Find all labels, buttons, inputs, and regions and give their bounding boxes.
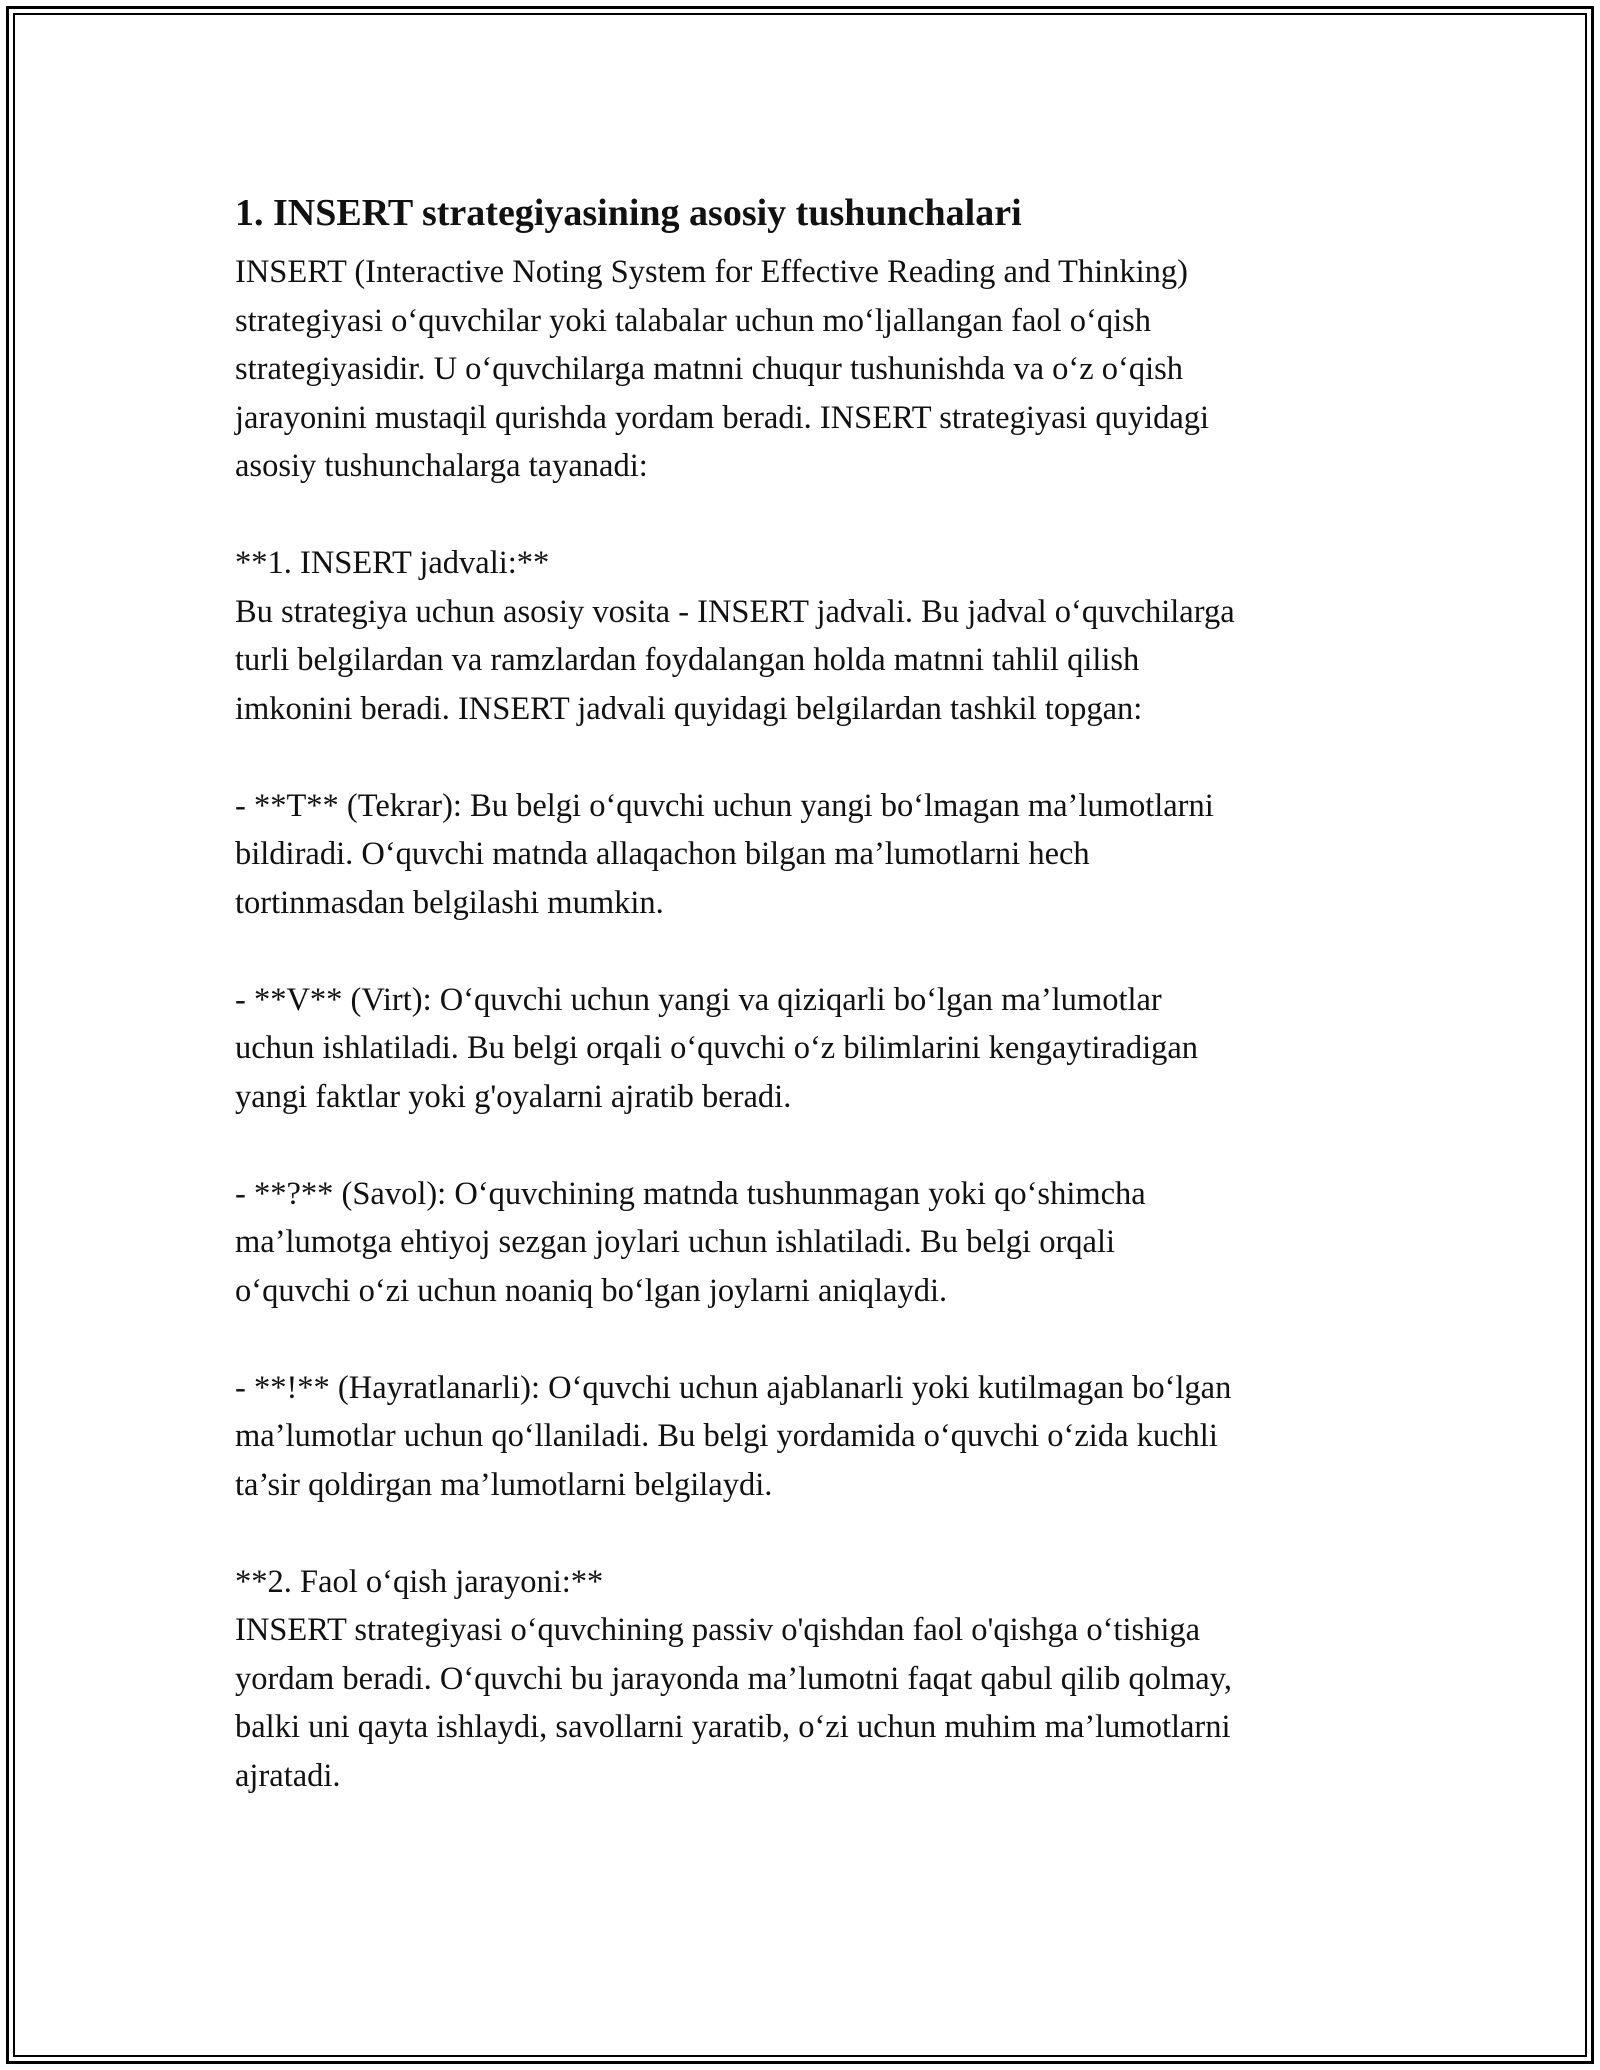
document-body	[235, 186, 1375, 1800]
paragraph-insert-table: **1. INSERT jadvali:** Bu strategiya uchun asosiy vosita - INSERT jadvali. Bu jadval o‘quvchilarga turli belgilardan va ramzlardan foydalangan holda matnni tahlil qilish imkonini beradi. INSERT jadvali quyidagi belgilardan tashkil topgan:	[235, 545, 1235, 727]
list-item-exclamation: - **!** (Hayratlanarli): O‘quvchi uchun ajablanarli yoki kutilmagan bo‘lgan ma’lumotlar uchun qo‘llaniladi. Bu belgi yordamida o‘quvchi o‘zida kuchli ta’sir qoldirgan ma’lumotlarni belgilaydi.	[235, 1369, 1232, 1503]
section-heading: 1. INSERT strategiyasining asosiy tushunchalari	[235, 192, 1022, 234]
paragraph-intro: INSERT (Interactive Noting System for Effective Reading and Thinking) strategiyasi o‘quvchilar yoki talabalar uchun mo‘ljallangan faol o‘qish strategiyasidir. U o‘quvchilarga matnni chuqur tushunishda va o‘z o‘qish jarayonini mustaqil qurishda yordam beradi. INSERT strategiyasi quyidagi asosiy tushunchalarga tayanadi:	[235, 254, 1210, 484]
list-item-question: - **?** (Savol): O‘quvchining matnda tushunmagan yoki qo‘shimcha ma’lumotga ehtiyoj sezgan joylari uchun ishlatiladi. Bu belgi orqali o‘quvchi o‘zi uchun noaniq bo‘lgan joylarni aniqlaydi.	[235, 1175, 1146, 1309]
list-item-t: - **T** (Tekrar): Bu belgi o‘quvchi uchun yangi bo‘lmagan ma’lumotlarni bildiradi. O‘quvchi matnda allaqachon bilgan ma’lumotlarni hech tortinmasdan belgilashi mumkin.	[235, 787, 1214, 921]
list-item-v: - **V** (Virt): O‘quvchi uchun yangi va qiziqarli bo‘lgan ma’lumotlar uchun ishlatiladi. Bu belgi orqali o‘quvchi o‘z bilimlarini kengaytiradigan yangi faktlar yoki g'oyalarni ajratib beradi.	[235, 981, 1199, 1115]
paragraph-active-reading: **2. Faol o‘qish jarayoni:** INSERT strategiyasi o‘quvchining passiv o'qishdan faol o'qishga o‘tishiga yordam beradi. O‘quvchi bu jarayonda ma’lumotni faqat qabul qilib qolmay, balki uni qayta ishlaydi, savollarni yaratib, o‘zi uchun muhim ma’lumotlarni ajratadi.	[235, 1563, 1232, 1794]
